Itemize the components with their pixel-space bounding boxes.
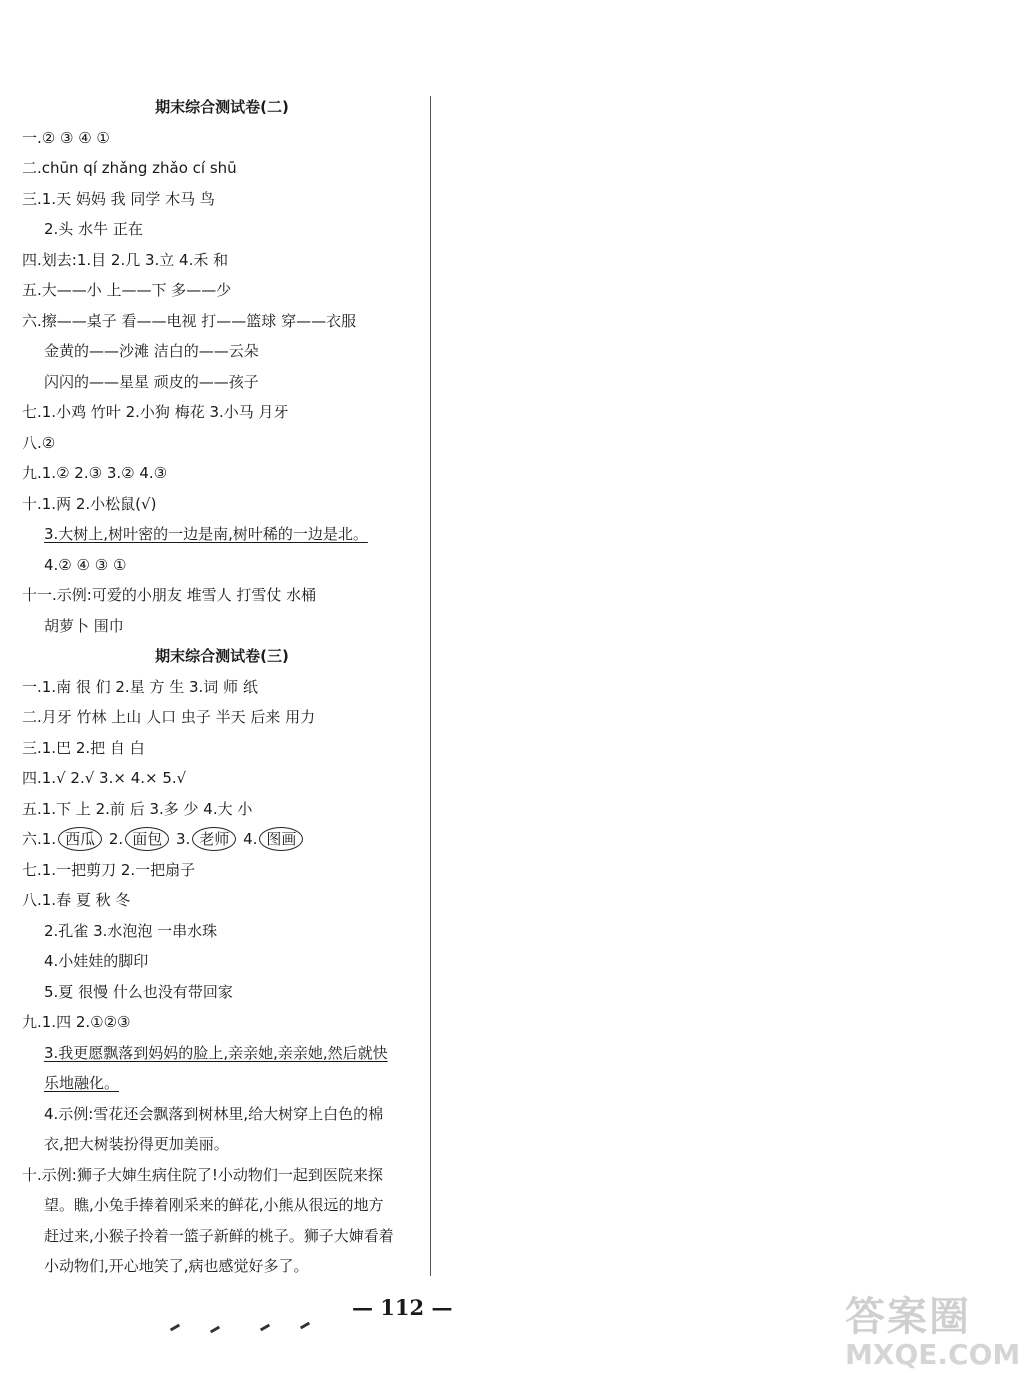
answer-line: 八.1.春 夏 秋 冬 [22,891,131,909]
answer-line: 二.chūn qí zhǎng zhǎo cí shū [22,159,237,177]
answer-line: 二.月牙 竹林 上山 人口 虫子 半天 后来 用力 [22,708,316,726]
section-title: 期末综合测试卷(二) [155,98,289,116]
answer-line: 七.1.小鸡 竹叶 2.小狗 梅花 3.小马 月牙 [22,403,289,421]
answer-line: 九.1.② 2.③ 3.② 4.③ [22,464,168,482]
answer-line: 2.孔雀 3.水泡泡 一串水珠 [44,921,218,940]
answer-line: 4.示例:雪花还会飘落到树林里,给大树穿上白色的棉 [44,1104,384,1123]
answer-line: 闪闪的——星星 顽皮的——孩子 [44,372,259,391]
answer-line: 四.划去:1.目 2.几 3.立 4.禾 和 [22,250,229,269]
answer-line: 胡萝卜 围巾 [44,616,124,635]
page-number: — 112 — [352,1295,453,1320]
answer-line: 九.1.四 2.①②③ [22,1013,131,1031]
watermark [845,1285,1025,1371]
circled-word: 图画 [259,827,303,851]
answer-line: 乐地融化。 [44,1074,120,1092]
scan-marks [100,1322,340,1336]
answer-line: 3.我更愿飘落到妈妈的脸上,亲亲她,亲亲她,然后就快 [44,1043,388,1062]
answer-line: 六.擦——桌子 看——电视 打——篮球 穿——衣服 [22,311,357,330]
answer-line: 赶过来,小猴子拎着一篮子新鲜的桃子。狮子大婶看着 [44,1226,394,1245]
circled-num: 3. [171,830,191,848]
answer-column [22,92,422,1282]
circled-num: 4. [238,830,258,848]
answer-line: 十一.示例:可爱的小朋友 堆雪人 打雪仗 水桶 [22,586,317,604]
answer-line: 五.大——小 上——下 多——少 [22,281,232,299]
answer-line: 小动物们,开心地笑了,病也感觉好多了。 [44,1257,309,1275]
circled-num: 2. [104,830,124,848]
answer-line: 4.② ④ ③ ① [44,555,127,574]
circled-prefix: 六.1. [22,830,57,848]
watermark-logo: 答案圈 [845,1294,971,1340]
answer-line: 衣,把大树装扮得更加美丽。 [44,1135,229,1153]
answer-line: 望。瞧,小兔手捧着刚采来的鲜花,小熊从很远的地方 [44,1196,384,1214]
answer-line: 三.1.巴 2.把 自 白 [22,738,145,757]
answer-line: 八.② [22,433,56,452]
answer-line: 一.1.南 很 们 2.星 方 生 3.词 师 纸 [22,677,258,696]
answer-line: 4.小娃娃的脚印 [44,952,149,970]
answer-line: 七.1.一把剪刀 2.一把扇子 [22,860,196,879]
answer-line: 十.示例:狮子大婶生病住院了!小动物们一起到医院来探 [22,1165,383,1184]
answer-line: 五.1.下 上 2.前 后 3.多 少 4.大 小 [22,799,253,818]
circled-word: 老师 [192,827,236,851]
answer-line: 一.② ③ ④ ① [22,128,110,147]
circled-word: 面包 [125,827,169,851]
circled-word: 西瓜 [58,827,102,851]
answer-line-circled [22,824,422,855]
section-title: 期末综合测试卷(三) [155,647,289,665]
answer-line: 金黄的——沙滩 洁白的——云朵 [44,342,259,360]
answer-line: 三.1.天 妈妈 我 同学 木马 鸟 [22,189,215,208]
answer-line: 3.大树上,树叶密的一边是南,树叶稀的一边是北。 [44,525,368,543]
answer-line: 5.夏 很慢 什么也没有带回家 [44,982,233,1001]
column-divider [430,96,431,1276]
answer-line: 2.头 水牛 正在 [44,220,143,238]
answer-line: 十.1.两 2.小松鼠(√) [22,494,157,513]
watermark-url: MXQE.COM [845,1338,1021,1371]
answer-line: 四.1.√ 2.√ 3.× 4.× 5.√ [22,769,187,787]
